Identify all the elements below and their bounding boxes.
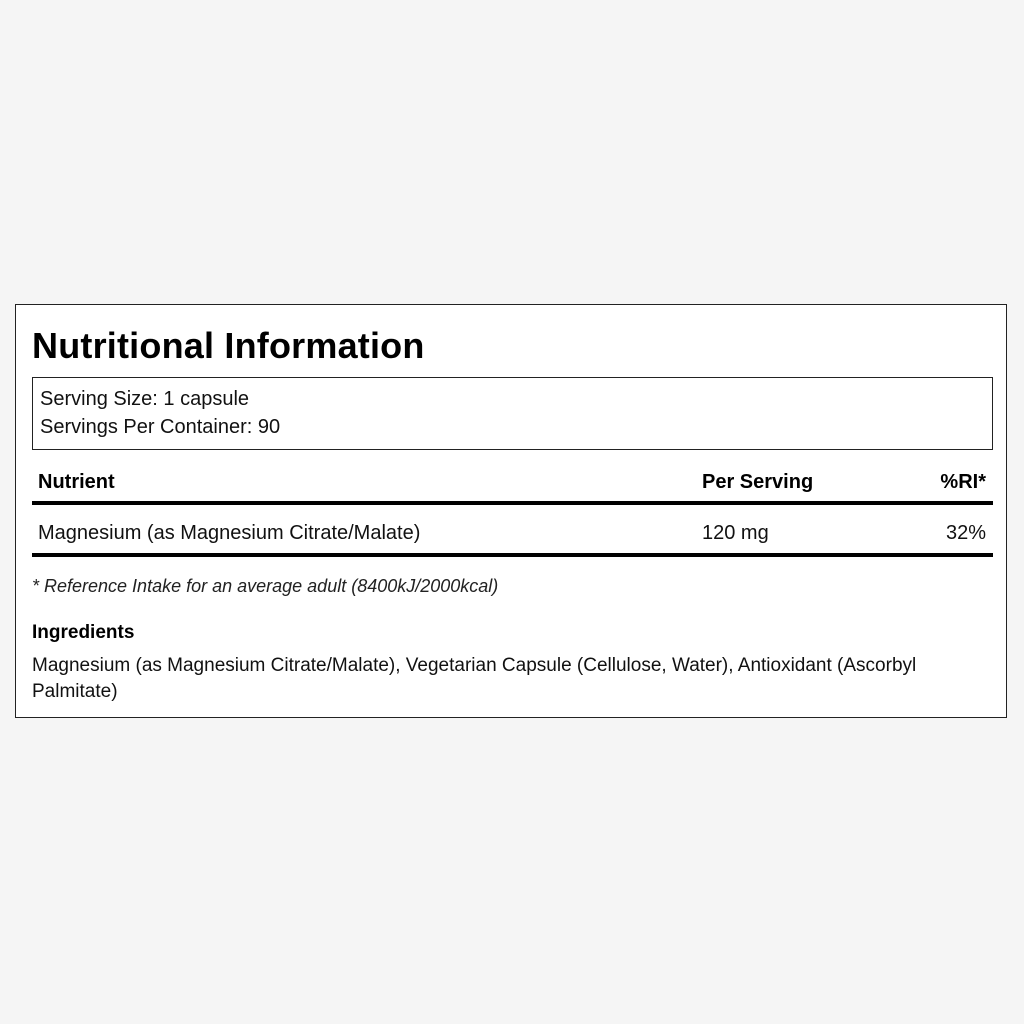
header-per-serving: Per Serving — [702, 471, 814, 493]
ingredients-text: Magnesium (as Magnesium Citrate/Malate), Vegetarian Capsule (Cellulose, Water), Antioxidant (Ascorbyl Palmitate) — [32, 655, 917, 702]
table-bottom-divider — [32, 553, 993, 557]
serving-info-box — [32, 377, 993, 450]
reference-footnote: * Reference Intake for an average adult (8400kJ/2000kcal) — [32, 576, 499, 596]
servings-per-container: Servings Per Container: 90 — [40, 416, 281, 438]
header-divider — [32, 501, 993, 505]
header-nutrient: Nutrient — [38, 471, 115, 493]
ingredients-heading: Ingredients — [32, 622, 135, 643]
serving-size: Serving Size: 1 capsule — [40, 388, 250, 410]
row-nutrient-name: Magnesium (as Magnesium Citrate/Malate) — [38, 522, 421, 544]
row-ri: 32% — [945, 522, 986, 544]
row-per-serving: 120 mg — [702, 522, 769, 544]
panel-title: Nutritional Information — [32, 325, 425, 366]
header-ri: %RI* — [940, 471, 986, 493]
nutrition-panel — [15, 304, 1007, 718]
